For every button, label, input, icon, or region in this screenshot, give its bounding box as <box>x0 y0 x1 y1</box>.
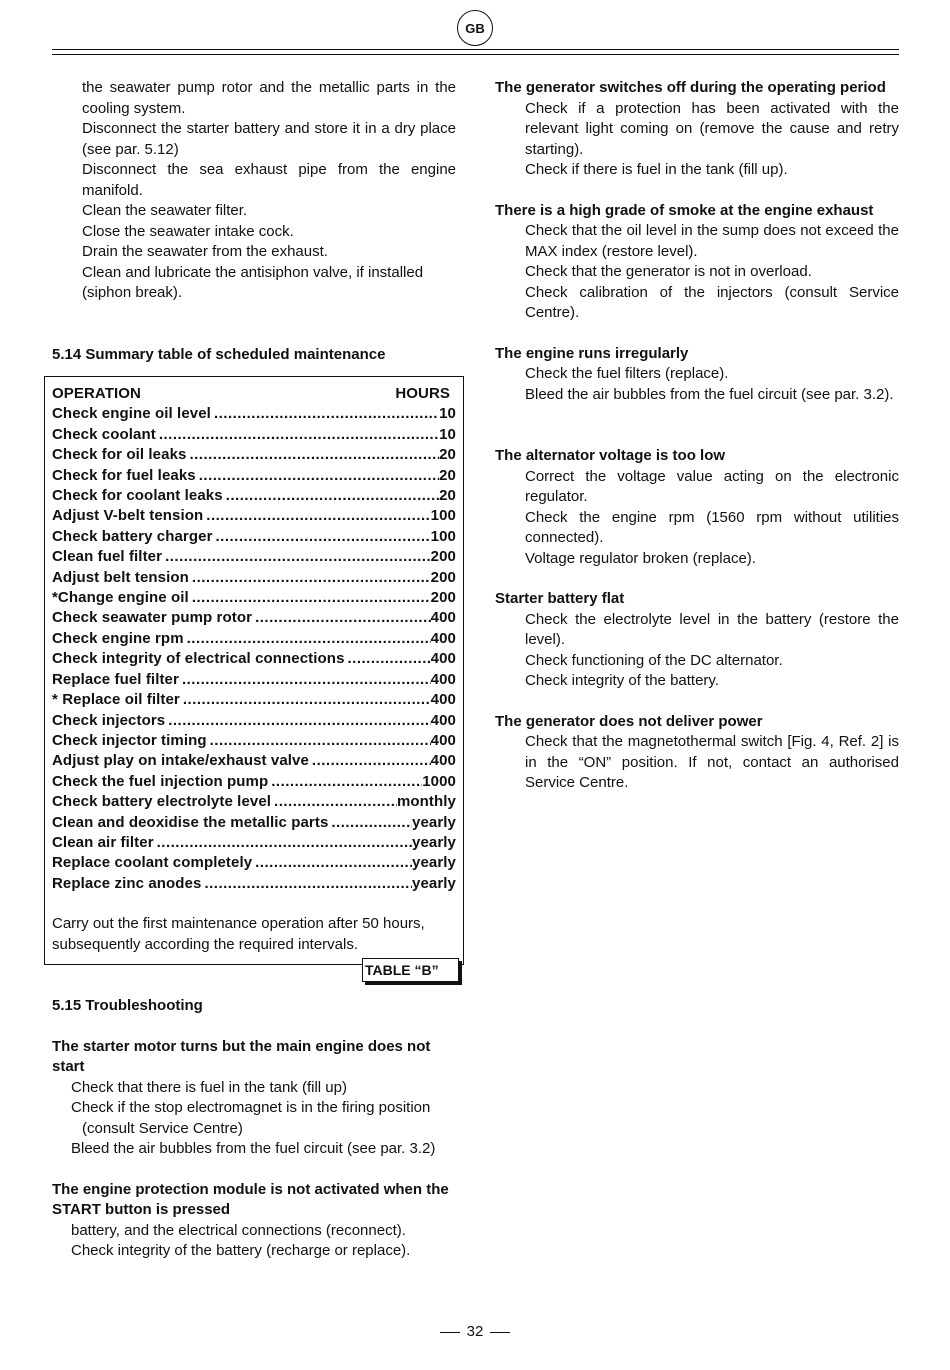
operation-cell: Check for fuel leaks <box>52 466 196 484</box>
operation-cell: Check engine oil level <box>52 405 211 423</box>
table-row <box>52 690 456 710</box>
dot-leader <box>154 833 412 853</box>
table-row <box>52 445 456 465</box>
issue-item: Check that the magnetothermal switch [Fig. 4, Ref. 2] is in the “ON” position. If not, contact an authorised Service Centre. <box>525 733 899 791</box>
operation-cell: Check for oil leaks <box>52 446 187 464</box>
issue-title: The generator switches off during the operating period <box>495 79 886 96</box>
operation-cell: Clean and deoxidise the metallic parts <box>52 813 329 831</box>
hours-cell: 1000 <box>422 772 456 790</box>
issue-item: Check calibration of the injectors (consult Service Centre). <box>525 283 899 321</box>
issue-title: The starter motor turns but the main engine does not start <box>52 1037 431 1075</box>
left-column <box>52 78 456 365</box>
issue-item: (consult Service Centre) <box>82 1119 243 1137</box>
dot-leader <box>186 445 439 465</box>
page-dash-left <box>440 1332 460 1333</box>
dot-leader <box>207 731 431 751</box>
operation-cell: Adjust V-belt tension <box>52 507 204 525</box>
dot-leader <box>201 874 412 894</box>
table-row <box>52 772 456 792</box>
dot-leader <box>328 813 412 833</box>
cont-line: the seawater pump rotor and the metallic parts in the cooling system. <box>82 79 456 117</box>
hours-cell: 100 <box>430 507 456 525</box>
issue-title: Starter battery flat <box>495 590 625 607</box>
dot-leader <box>203 506 430 526</box>
table-row <box>52 792 456 812</box>
operation-cell: Check for coolant leaks <box>52 487 223 505</box>
dot-leader <box>162 547 431 567</box>
table-row <box>52 506 456 526</box>
dot-leader <box>165 711 430 731</box>
issue-item: Voltage regulator broken (replace). <box>525 549 756 567</box>
operation-cell: Check coolant <box>52 425 156 443</box>
hours-cell: 400 <box>430 691 456 709</box>
table-row <box>52 568 456 588</box>
table-row <box>52 466 456 486</box>
issue-item: Check the fuel filters (replace). <box>525 365 729 382</box>
hours-cell: 400 <box>430 629 456 647</box>
operation-cell: Check injector timing <box>52 731 207 749</box>
issue-title: There is a high grade of smoke at the engine exhaust <box>495 201 874 219</box>
hours-cell: yearly <box>412 813 456 831</box>
dot-leader <box>213 527 431 547</box>
operation-cell: Check engine rpm <box>52 629 184 647</box>
hours-cell: 200 <box>430 568 456 586</box>
dot-leader <box>268 772 422 792</box>
header-rule-top <box>52 49 899 50</box>
hours-cell: monthly <box>396 793 456 811</box>
header-hours: HOURS <box>395 385 450 402</box>
dot-leader <box>252 853 412 873</box>
hours-cell: 20 <box>439 487 456 505</box>
table-row <box>52 588 456 608</box>
page-dash-right <box>490 1332 510 1333</box>
operation-cell: Check seawater pump rotor <box>52 609 253 627</box>
table-row <box>52 813 456 833</box>
issue-item: Bleed the air bubbles from the fuel circuit (see par. 3.2) <box>71 1140 436 1157</box>
hours-cell: 400 <box>430 609 456 627</box>
dot-leader <box>180 690 431 710</box>
issue-title: The alternator voltage is too low <box>495 447 726 464</box>
operation-cell: Replace coolant completely <box>52 854 253 872</box>
table-row <box>52 649 456 669</box>
hours-cell: 20 <box>439 446 456 464</box>
table-header <box>52 384 456 404</box>
issue-item: Check the engine rpm (1560 rpm without utilities connected). <box>525 508 899 546</box>
issue-item: Check that the oil level in the sump does not exceed the MAX index (restore level). <box>525 222 899 260</box>
dot-leader <box>179 670 431 690</box>
operation-cell: Check the fuel injection pump <box>52 772 269 790</box>
issue-item: Check integrity of the battery. <box>525 672 719 689</box>
maintenance-table <box>52 384 456 894</box>
operation-cell: Check injectors <box>52 711 166 729</box>
hours-cell: 10 <box>439 425 456 443</box>
cont-line: Clean and lubricate the antisiphon valve, if installed (siphon break). <box>82 263 424 301</box>
hours-cell: 200 <box>430 548 456 566</box>
hours-cell: yearly <box>412 854 456 872</box>
dot-leader <box>345 649 431 669</box>
table-row <box>52 486 456 506</box>
hours-cell: 400 <box>430 711 456 729</box>
issue-item: Check if the stop electromagnet is in the firing position <box>71 1099 431 1116</box>
troubleshooting-title: 5.15 Troubleshooting <box>52 997 203 1014</box>
issue-item: battery, and the electrical connections (reconnect). <box>71 1221 406 1239</box>
summary-section-title: 5.14 Summary table of scheduled maintenance <box>52 345 386 363</box>
dot-leader <box>252 608 431 628</box>
table-row <box>52 404 456 424</box>
language-badge: GB <box>457 10 493 46</box>
table-row <box>52 731 456 751</box>
table-label: TABLE “B” <box>362 958 459 982</box>
dot-leader <box>223 486 439 506</box>
dot-leader <box>309 751 431 771</box>
operation-cell: Adjust belt tension <box>52 568 189 586</box>
page-number-text: 32 <box>466 1323 484 1340</box>
cont-line: Disconnect the sea exhaust pipe from the engine manifold. <box>82 161 456 199</box>
header-rule-bottom <box>52 54 899 55</box>
cont-line: Close the seawater intake cock. <box>82 222 294 240</box>
dot-leader <box>271 792 397 812</box>
table-row <box>52 853 456 873</box>
cont-line: Drain the seawater from the exhaust. <box>82 243 328 260</box>
issue-item: Check integrity of the battery (recharge or replace). <box>71 1242 411 1259</box>
issue-item: Correct the voltage value acting on the electronic regulator. <box>525 467 899 505</box>
issue-title: The generator does not deliver power <box>495 712 763 730</box>
hours-cell: 400 <box>430 752 456 770</box>
hours-cell: 200 <box>430 589 456 607</box>
hours-cell: 400 <box>430 670 456 688</box>
issue-item: Check that the generator is not in overload. <box>525 263 812 280</box>
table-row <box>52 670 456 690</box>
operation-cell: Check battery charger <box>52 527 213 545</box>
issue-item: Check if there is fuel in the tank (fill up). <box>525 161 788 178</box>
hours-cell: 400 <box>430 731 456 749</box>
issue-item: Check that there is fuel in the tank (fill up) <box>71 1078 347 1096</box>
operation-cell: Clean air filter <box>52 833 154 851</box>
table-note: Carry out the first maintenance operation after 50 hours, subsequently according the required intervals. <box>52 915 425 953</box>
dot-leader <box>211 404 439 424</box>
right-column <box>495 78 899 794</box>
cont-line: Disconnect the starter battery and store it in a dry place (see par. 5.12) <box>82 120 456 158</box>
hours-cell: 400 <box>430 650 456 668</box>
hours-cell: 20 <box>439 466 456 484</box>
table-row <box>52 751 456 771</box>
header-operation: OPERATION <box>52 385 141 402</box>
dot-leader <box>189 588 431 608</box>
table-row <box>52 527 456 547</box>
page-number <box>0 1323 950 1340</box>
table-row <box>52 608 456 628</box>
table-row <box>52 833 456 853</box>
operation-cell: Check battery electrolyte level <box>52 793 272 811</box>
troubleshooting-left <box>52 996 456 1262</box>
operation-cell: Replace zinc anodes <box>52 874 202 892</box>
hours-cell: 100 <box>430 527 456 545</box>
operation-cell: Check integrity of electrical connections <box>52 650 345 668</box>
hours-cell: yearly <box>412 874 456 892</box>
dot-leader <box>184 629 431 649</box>
issue-item: Bleed the air bubbles from the fuel circuit (see par. 3.2). <box>525 385 894 403</box>
hours-cell: yearly <box>412 833 456 851</box>
table-row <box>52 629 456 649</box>
dot-leader <box>189 568 431 588</box>
issue-title: The engine protection module is not activated when the START button is pressed <box>52 1180 449 1218</box>
dot-leader <box>156 425 439 445</box>
operation-cell: * Replace oil filter <box>52 691 180 709</box>
cont-line: Clean the seawater filter. <box>82 202 248 219</box>
issue-item: Check functioning of the DC alternator. <box>525 651 783 669</box>
operation-cell: Clean fuel filter <box>52 548 163 566</box>
dot-leader <box>196 466 439 486</box>
issue-item: Check if a protection has been activated with the relevant light coming on (remove the cause and retry starting). <box>525 99 899 158</box>
table-row <box>52 425 456 445</box>
table-row <box>52 547 456 567</box>
issue-title: The engine runs irregularly <box>495 344 689 362</box>
operation-cell: *Change engine oil <box>52 589 189 607</box>
table-row <box>52 874 456 894</box>
operation-cell: Replace fuel filter <box>52 670 179 688</box>
table-row <box>52 711 456 731</box>
hours-cell: 10 <box>439 405 456 423</box>
issue-item: Check the electrolyte level in the battery (restore the level). <box>525 610 899 648</box>
operation-cell: Adjust play on intake/exhaust valve <box>52 752 309 770</box>
